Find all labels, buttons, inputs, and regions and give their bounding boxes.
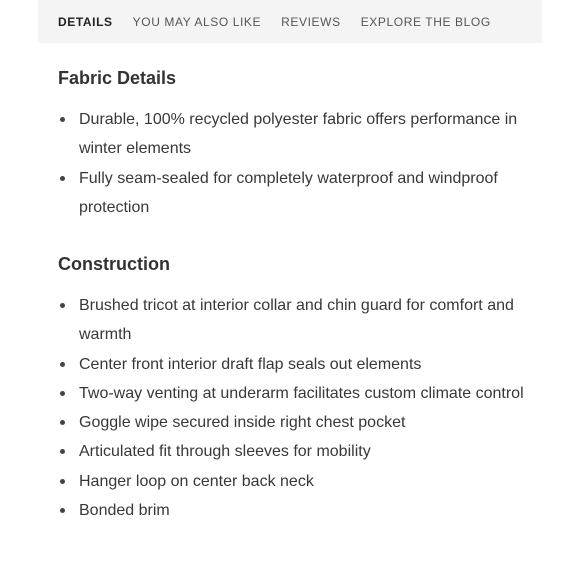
- bullet-icon: [60, 420, 65, 425]
- construction-heading: Construction: [58, 254, 170, 274]
- list-item-text: Bonded brim: [79, 502, 170, 520]
- list-item: [58, 467, 538, 496]
- bullet-icon: [60, 508, 65, 513]
- bullet-icon: [60, 117, 65, 122]
- list-item-text: Center front interior draft flap seals out elements: [79, 355, 422, 373]
- list-item: [58, 496, 538, 525]
- list-item: [58, 408, 538, 437]
- list-item: [58, 164, 538, 223]
- list-item-text: Brushed tricot at interior collar and chin guard for comfort and warmth: [79, 297, 514, 344]
- fabric-details-heading: Fabric Details: [58, 68, 177, 88]
- list-item-text: Fully seam-sealed for completely waterproof and windproof protection: [79, 169, 498, 216]
- list-item-text: Durable, 100% recycled polyester fabric offers performance in winter elements: [79, 111, 518, 158]
- bullet-icon: [60, 303, 65, 308]
- construction-list: [58, 291, 538, 525]
- fabric-details-list: [58, 105, 538, 222]
- list-item-text: Hanger loop on center back neck: [79, 472, 314, 490]
- list-item-text: Articulated fit through sleeves for mobility: [79, 443, 371, 461]
- tab-details[interactable]: DETAILS: [58, 14, 113, 29]
- tab-explore-the-blog[interactable]: EXPLORE THE BLOG: [360, 14, 491, 29]
- fabric-details-section: [58, 67, 538, 222]
- list-item: [58, 379, 538, 408]
- bullet-icon: [60, 449, 65, 454]
- tab-you-may-also-like[interactable]: YOU MAY ALSO LIKE: [132, 14, 262, 29]
- bullet-icon: [60, 479, 65, 484]
- list-item-text: Goggle wipe secured inside right chest pocket: [79, 414, 406, 432]
- bullet-icon: [60, 362, 65, 367]
- tab-reviews[interactable]: REVIEWS: [281, 14, 341, 29]
- list-item: [58, 105, 538, 164]
- list-item-text: Two-way venting at underarm facilitates custom climate control: [79, 384, 524, 402]
- list-item: [58, 350, 538, 379]
- bullet-icon: [60, 176, 65, 181]
- list-item: [58, 291, 538, 350]
- construction-section: [58, 253, 538, 525]
- list-item: [58, 437, 538, 466]
- bullet-icon: [60, 391, 65, 396]
- tab-bar: [38, 0, 542, 43]
